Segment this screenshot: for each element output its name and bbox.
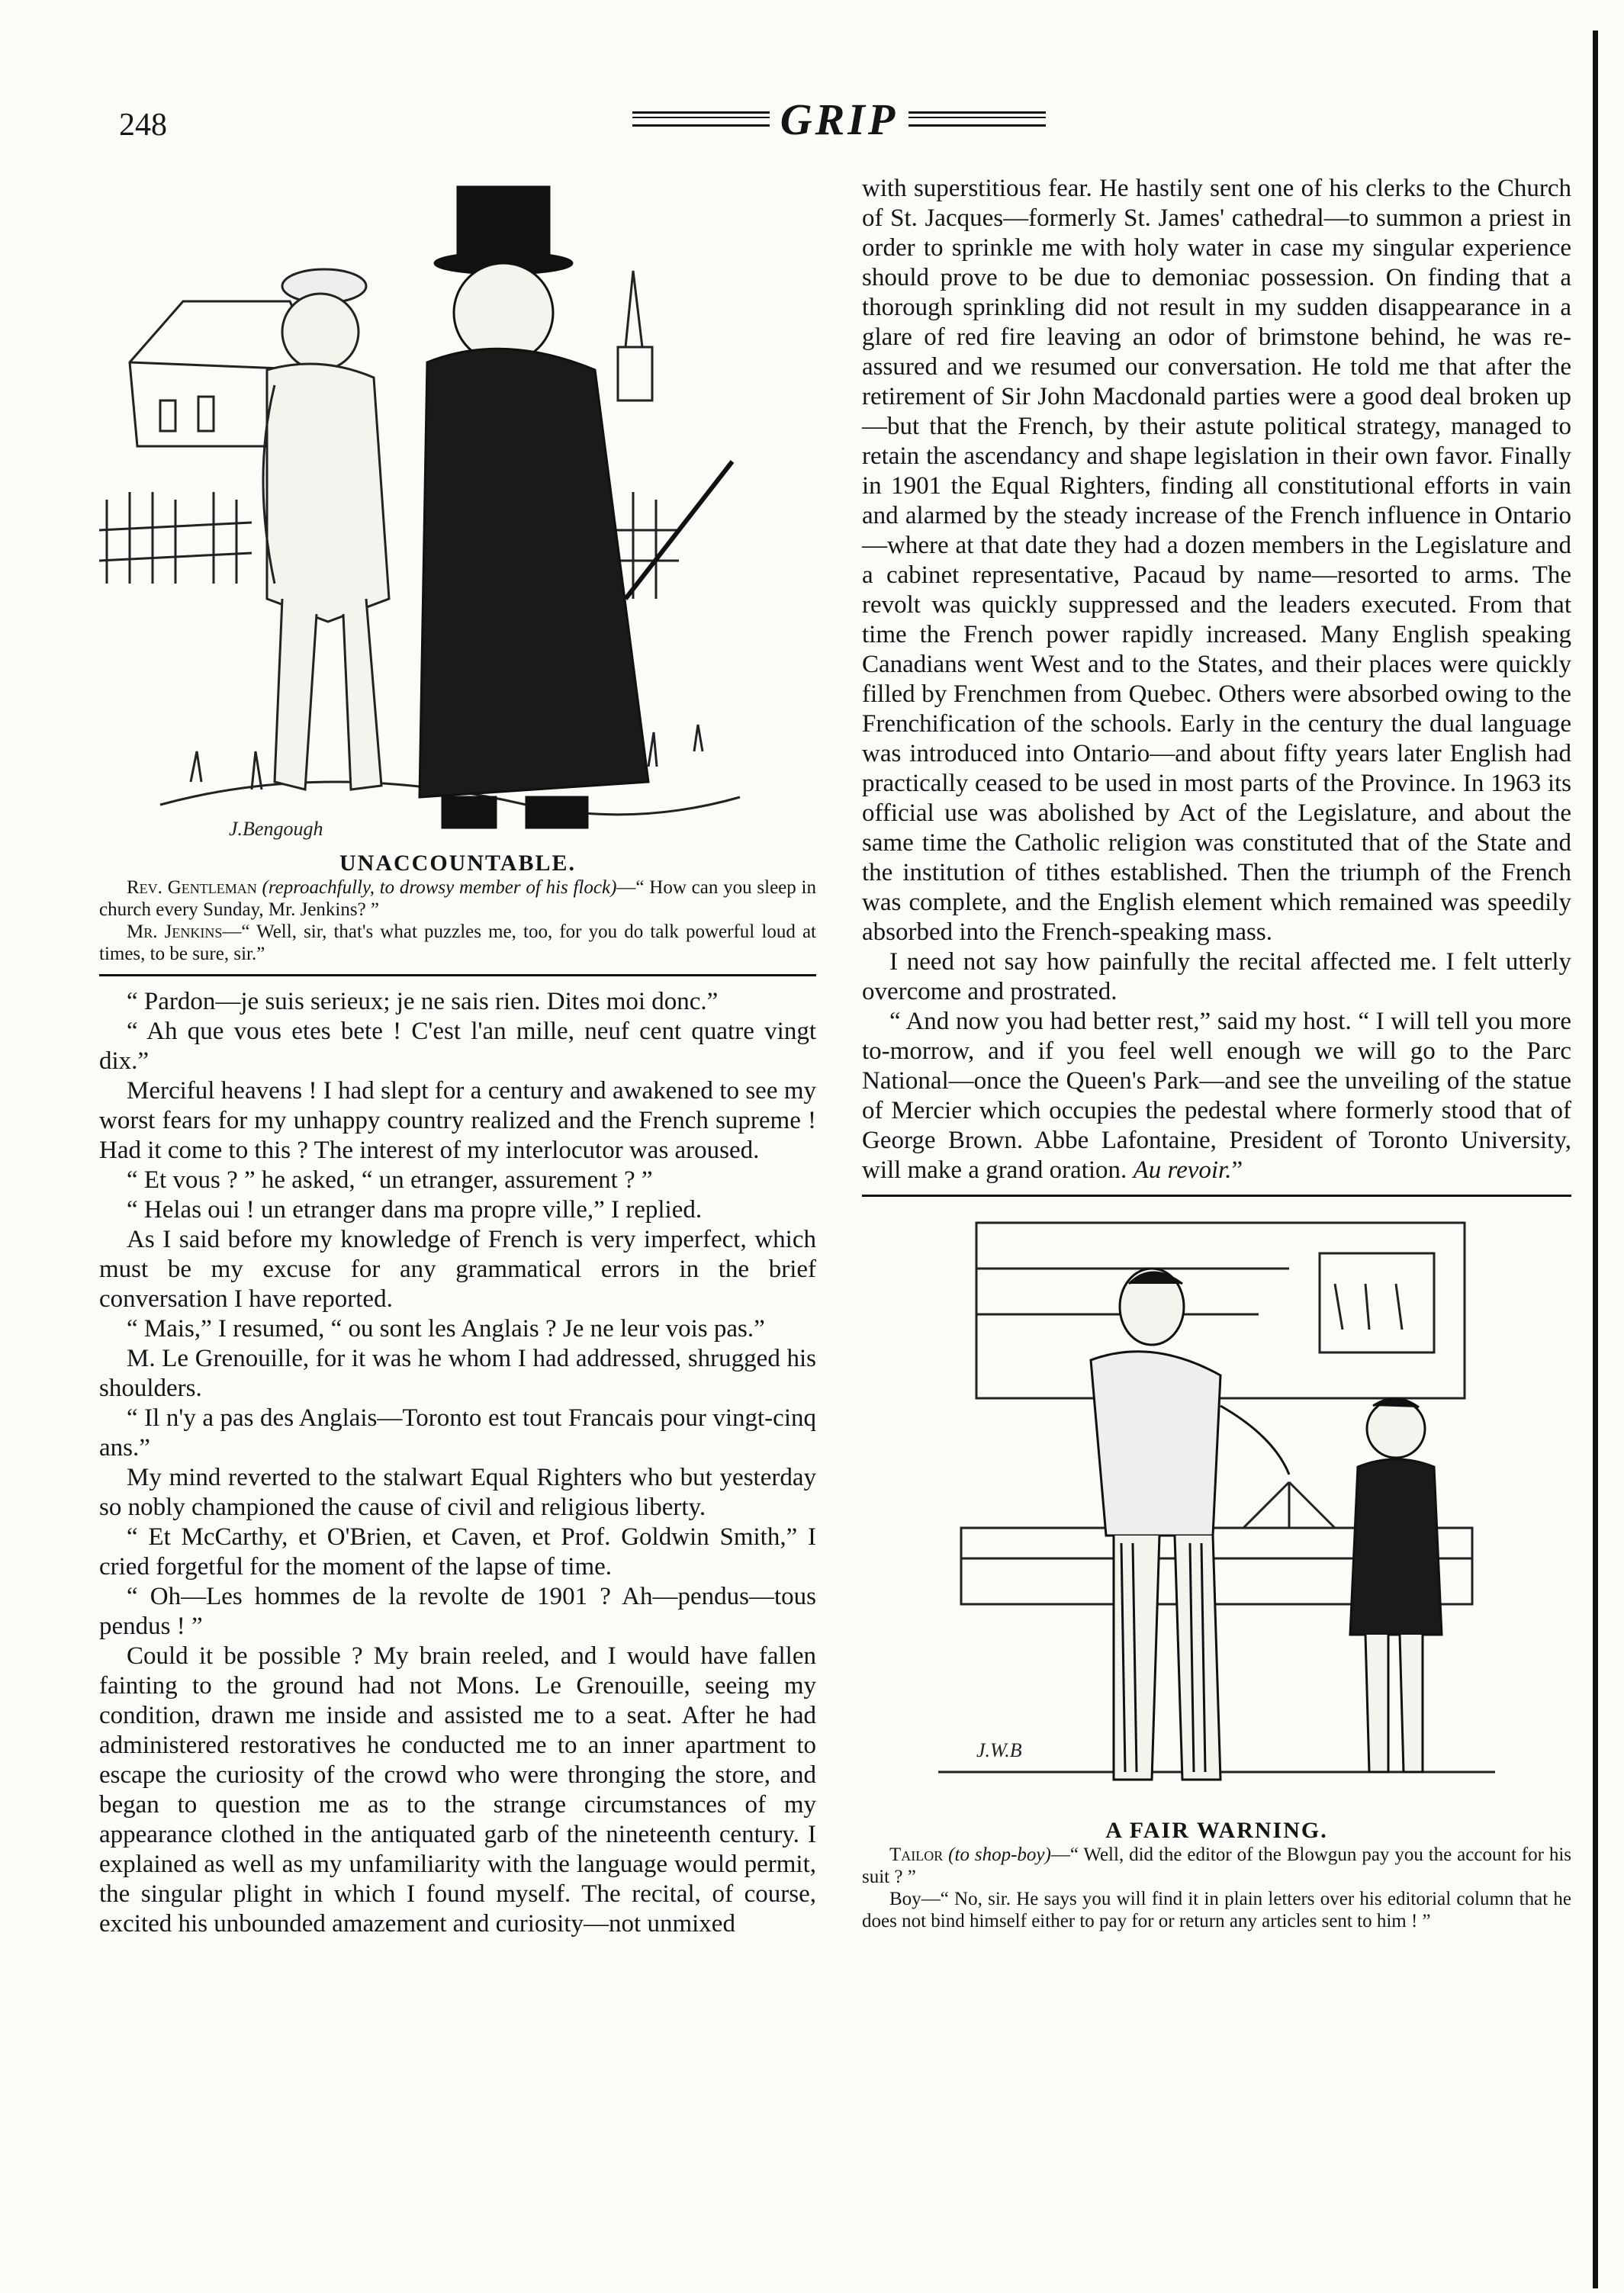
masthead-title: GRIP <box>780 94 899 144</box>
cartoon-unaccountable-illustration <box>99 172 786 843</box>
right-column <box>862 174 1571 1932</box>
story-paragraph: “ Mais,” I resumed, “ ou sont les Anglais ? Je ne leur vois pas.” <box>127 1315 765 1343</box>
story-closing-words: Au revoir. <box>1133 1156 1232 1184</box>
story-paragraph-text: with superstitious fear. He hastily sent one of his clerks to the Church of St. Jacques—formerly St. James' cathedral—to summon a priest in order to sprinkle me with holy water in case my singular experience should prove to be due to demoniac possession. On finding that a thorough sprinkling did not result in my sudden disappearance in a glare of red fire leaving an odor of brimstone behind, he was re-assured and we resumed our conversation. He told me that after the retirement of Sir John Macdonald parties were a good deal broken up —but that the French, by their astute political strategy, managed to retain the ascendancy and shape legislation in their own favor. Finally in 1901 the Equal Righters, finding all constitutional efforts in vain and alarmed by the steady increase of the French influence in Ontario—where at that date they had a dozen members in the Legislature and a cabinet representative, Pacaud by name—resorted to arms. The revolt was quickly suppressed and the leaders executed. From that time the French power rapidly increased. Many English speaking Canadians went West and to the States, and their places were quickly filled by Frenchmen from Quebec. Others were absorbed owing to the Frenchification of the schools. Early in the century the dual language was introduced into Ontario—and about fifty years later English had practically ceased to be used in most parts of the Province. In 1963 its official use was abolished by Act of the Legislature, and about the same time the Catholic religion was constituted that of the State and the institution of tithes established. Then the triumph of the French was complete, and the English element which remained was speedily absorbed into the French-speaking mass. <box>862 175 1571 946</box>
cartoon-unaccountable-caption <box>99 876 816 965</box>
masthead <box>603 96 1076 142</box>
story-text-left <box>99 987 816 1939</box>
story-paragraph: Merciful heavens ! I had slept for a century and awakened to see my worst fears for my unhappy country realized and the French supreme ! Had it come to this ? The interest of my interlocutor was aroused. <box>99 1077 816 1164</box>
story-paragraph: “ Pardon—je suis serieux; je ne sais rien. Dites moi donc.” <box>127 988 719 1015</box>
story-paragraph: “ Et McCarthy, et O'Brien, et Caven, et Prof. Goldwin Smith,” I cried forgetful for the moment of the lapse of time. <box>99 1523 816 1581</box>
cartoon-fair-warning-caption <box>862 1844 1571 1932</box>
story-paragraph: “ Oh—Les hommes de la revolte de 1901 ? Ah—pendus—tous pendus ! ” <box>99 1583 816 1640</box>
cartoon-fair-warning-signature: J.W.B <box>976 1739 1022 1761</box>
story-paragraph: My mind reverted to the stalwart Equal Righters who but yesterday so nobly championed the cause of civil and religious liberty. <box>99 1464 816 1521</box>
cartoon-fair-warning <box>862 1208 1571 1932</box>
story-paragraph: “ Ah que vous etes bete ! C'est l'an mille, neuf cent quatre vingt dix.” <box>99 1018 816 1075</box>
masthead-left-ornament <box>632 111 770 127</box>
story-paragraph: “ And now you had better rest,” said my host. “ I will tell you more to-morrow, and if you feel well enough we will go to the Parc National—once the Queen's Park—and see the unveiling of the statue of Mercier which occupies the pedestal where formerly stood that of George Brown. Abbe Lafontaine, President of Toronto University, will make a grand oration. Au revoir.” <box>862 1008 1571 1184</box>
caption-speaker-boy: Boy <box>889 1889 921 1909</box>
story-paragraph <box>862 174 1571 947</box>
caption-reverend-line: —“ How can you sleep in church every Sunday, Mr. Jenkins? ” <box>99 877 816 920</box>
story-paragraph: “ Et vous ? ” he asked, “ un etranger, assurement ? ” <box>127 1166 653 1194</box>
story-text-right <box>862 174 1571 1185</box>
left-column <box>99 172 816 1939</box>
caption-tailor-direction: (to shop-boy) <box>948 1844 1051 1865</box>
caption-boy-line: —“ No, sir. He says you will find it in plain letters over his editorial column that he does not bind himself either to pay for or return any articles sent to him ! ” <box>862 1889 1571 1931</box>
cartoon-unaccountable <box>99 172 816 965</box>
page-header <box>114 93 1076 154</box>
story-paragraph: Could it be possible ? My brain reeled, and I would have fallen fainting to the ground had not Mons. Le Grenouille, seeing my condition, drawn me inside and assisted me to a seat. After he had administered restoratives he conducted me to an inner apartment to escape the curiosity of the crowd who were thronging the store, and began to question me as to the strange circumstances of my appearance clothed in the antiquated garb of the nineteenth century. I explained as well as my unfamiliarity with the language would permit, the singular plight in which I found myself. The recital, of course, excited his unbounded amazement and curiosity—not unmixed <box>99 1642 816 1938</box>
section-divider <box>99 974 816 976</box>
cartoon-fair-warning-illustration <box>862 1208 1571 1810</box>
section-divider-right <box>862 1195 1571 1197</box>
caption-speaker-jenkins: Mr. Jenkins <box>127 921 223 942</box>
story-paragraph <box>862 947 1571 1007</box>
caption-speaker-tailor: Tailor <box>889 1844 944 1865</box>
story-paragraph: “ Helas oui ! un etranger dans ma propre ville,” I replied. <box>127 1196 703 1224</box>
cartoon-fair-warning-title: A FAIR WARNING. <box>1105 1818 1328 1843</box>
page-number: 248 <box>119 108 167 143</box>
story-paragraph: As I said before my knowledge of French is very imperfect, which must be my excuse for any grammatical errors in the brief conversation I have reported. <box>99 1226 816 1313</box>
caption-tailor-line: —“ Well, did the editor of the Blowgun pay you the account for his suit ? ” <box>862 1844 1572 1887</box>
caption-jenkins-line: —“ Well, sir, that's what puzzles me, too, for you do talk powerful loud at times, to be sure, sir.” <box>99 921 816 964</box>
story-paragraph-text: I need not say how painfully the recital affected me. I felt utterly overcome and prostrated. <box>862 948 1571 1005</box>
story-paragraph: “ Il n'y a pas des Anglais—Toronto est tout Francais pour vingt-cinq ans.” <box>99 1404 816 1462</box>
cartoon-unaccountable-signature: J.Bengough <box>229 818 323 840</box>
caption-stage-direction: (reproachfully, to drowsy member of his flock) <box>262 877 617 898</box>
page-edge-rule <box>1593 31 1598 2288</box>
story-paragraph-text: “ And now you had better rest,” said my host. “ I will tell you more to-morrow, and if you feel well enough we will go to the Parc National—once the Queen's Park—and see the unveiling of the statue of Mercier which occupies the pedestal where formerly stood that of George Brown. Abbe Lafontaine, President of Toronto University, will make a grand oration. <box>862 1008 1571 1184</box>
story-paragraph: M. Le Grenouille, for it was he whom I had addressed, shrugged his shoulders. <box>99 1345 816 1402</box>
masthead-right-ornament <box>908 111 1046 127</box>
caption-speaker-reverend: Rev. Gentleman <box>127 877 257 898</box>
cartoon-unaccountable-title: UNACCOUNTABLE. <box>339 851 576 876</box>
